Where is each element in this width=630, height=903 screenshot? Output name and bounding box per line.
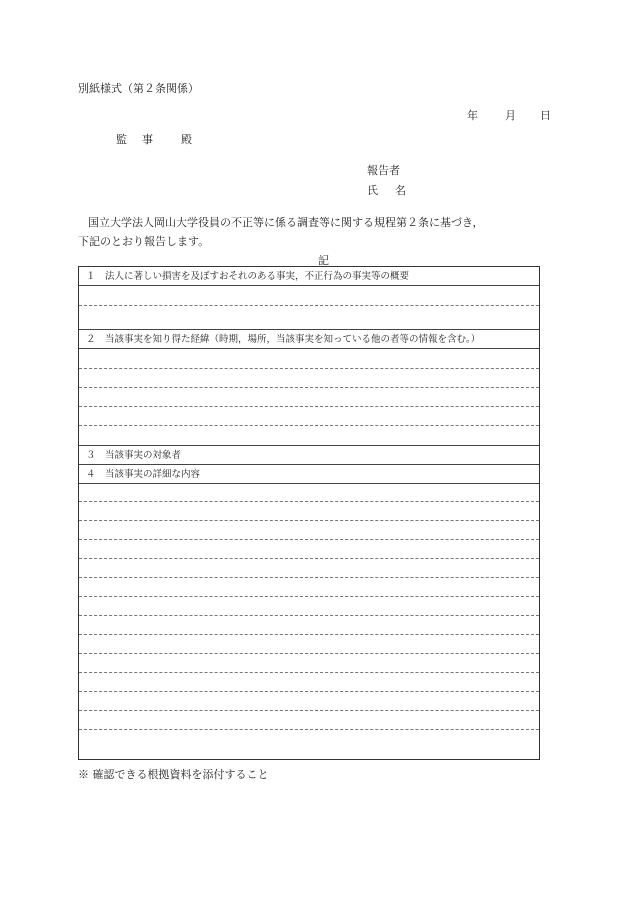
addressee: 監 事 殿 — [116, 133, 194, 146]
body-text-line-1: 国立大学法人岡山大学役員の不正等に係る調査等に関する規程第２条に基づき， — [88, 216, 484, 229]
section-4-write-line[interactable] — [79, 520, 539, 521]
section-1-header: １ 法人に著しい損害を及ぼすおそれのある事実，不正行為の事実等の概要 — [79, 267, 539, 286]
section-4-write-line[interactable] — [79, 539, 539, 540]
section-3-header[interactable]: ３ 当該事実の対象者 — [79, 446, 539, 465]
section-4-write-line[interactable] — [79, 501, 539, 502]
form-title: 別紙様式（第２条関係） — [78, 82, 199, 95]
section-4-write-line[interactable] — [79, 710, 539, 711]
section-1-write-line[interactable] — [79, 305, 539, 306]
date-month-label: 月 — [505, 109, 516, 122]
section-4-write-line[interactable] — [79, 653, 539, 654]
report-form-table — [78, 266, 540, 760]
footnote: ※ 確認できる根拠資料を添付すること — [78, 768, 269, 781]
ki-heading: 記 — [318, 254, 329, 267]
section-2-write-line[interactable] — [79, 368, 539, 369]
section-4-header: ４ 当該事実の詳細な内容 — [79, 465, 539, 484]
reporter-label: 報告者 — [367, 164, 400, 177]
section-4-write-line[interactable] — [79, 672, 539, 673]
body-text-line-2: 下記のとおり報告します。 — [78, 235, 210, 248]
section-4-write-line[interactable] — [79, 558, 539, 559]
section-2-write-line[interactable] — [79, 406, 539, 407]
section-4-write-line[interactable] — [79, 615, 539, 616]
date-year-label: 年 — [467, 109, 478, 122]
section-4-write-line[interactable] — [79, 729, 539, 730]
name-label: 氏 名 — [367, 184, 409, 197]
section-2-header: ２ 当該事実を知り得た経緯（時期，場所，当該事実を知っている他の者等の情報を含む。） — [79, 330, 539, 349]
section-4-write-line[interactable] — [79, 577, 539, 578]
date-day-label: 日 — [540, 109, 551, 122]
section-2-write-line[interactable] — [79, 425, 539, 426]
section-4-write-line[interactable] — [79, 634, 539, 635]
section-2-write-line[interactable] — [79, 387, 539, 388]
section-4-write-line[interactable] — [79, 691, 539, 692]
section-4-write-line[interactable] — [79, 596, 539, 597]
